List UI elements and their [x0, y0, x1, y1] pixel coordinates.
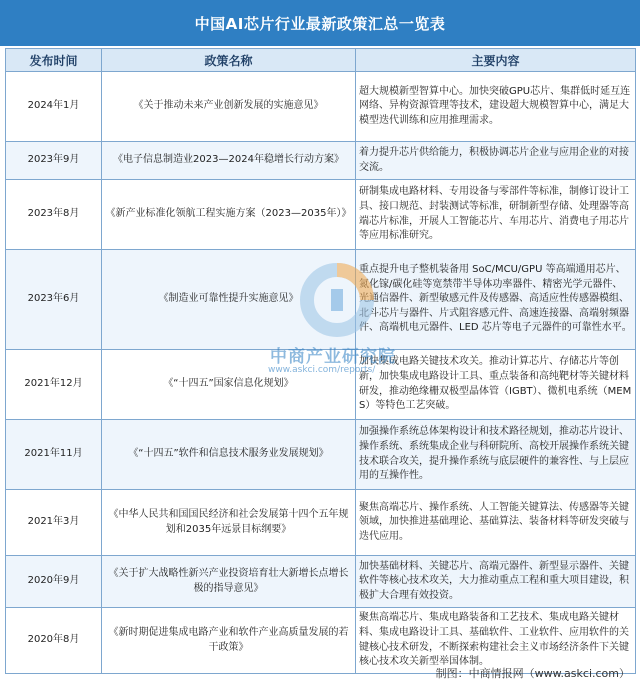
row-content: 加强操作系统总体架构设计和技术路径规划，推动芯片设计、操作系统、系统集成企业与科研院所、高校开展操作系统关键技术联合攻关，提升操作系统与底层硬件的兼容性、与上层应用的互操作性。: [356, 420, 636, 490]
row-date: 2021年11月: [6, 420, 102, 490]
row-date: 2021年3月: [6, 490, 102, 556]
row-content: 加快基础材料、关键芯片、高端元器件、新型显示器件、关键软件等核心技术攻关，大力推动重点工程和重大项目建设，积极扩大合理有效投资。: [356, 556, 636, 608]
table-row: [6, 420, 636, 490]
policy-table: [5, 48, 636, 674]
row-date: 2021年12月: [6, 350, 102, 420]
row-policy-name: 《新时期促进集成电路产业和软件产业高质量发展的若干政策》: [102, 608, 356, 674]
table-row: [6, 250, 636, 350]
table-header-row: [6, 49, 636, 72]
row-date: 2020年9月: [6, 556, 102, 608]
row-content: 聚焦高端芯片、集成电路装备和工艺技术、集成电路关键材料、集成电路设计工具、基础软件、工业软件、应用软件的关键核心技术研发，不断探索构建社会主义市场经济条件下关键核心技术攻关新型举国体制。: [356, 608, 636, 674]
table-row: [6, 180, 636, 250]
row-policy-name: 《中华人民共和国国民经济和社会发展第十四个五年规划和2035年远景目标纲要》: [102, 490, 356, 556]
table-row: [6, 142, 636, 180]
row-policy-name: 《“十四五”国家信息化规划》: [102, 350, 356, 420]
row-policy-name: 《电子信息制造业2023—2024年稳增长行动方案》: [102, 142, 356, 180]
row-policy-name: 《“十四五”软件和信息技术服务业发展规划》: [102, 420, 356, 490]
table-row: [6, 490, 636, 556]
row-date: 2023年9月: [6, 142, 102, 180]
table-row: [6, 608, 636, 674]
table-row: [6, 556, 636, 608]
row-content: 研制集成电路材料、专用设备与零部件等标准，制修订设计工具、接口规范、封装测试等标准，研制新型存储、处理器等高端芯片标准，开展人工智能芯片、车用芯片、消费电子用芯片等应用标准研究。: [356, 180, 636, 250]
row-policy-name: 《关于扩大战略性新兴产业投资培育壮大新增长点增长极的指导意见》: [102, 556, 356, 608]
row-date: 2020年8月: [6, 608, 102, 674]
watermark-text: 中商产业研究院: [270, 347, 396, 367]
row-content: 重点提升电子整机装备用 SoC/MCU/GPU 等高端通用芯片、氮化镓/碳化硅等宽禁带半导体功率器件、精密光学元器件、光通信器件、新型敏感元件及传感器、高适应性传感器模组、北斗芯片与器件、片式阻容感元件、高速连接器、高端射频器件、高端机电元器件、LED 芯片等电子元器件的可靠性水平。: [356, 250, 636, 350]
row-date: 2023年6月: [6, 250, 102, 350]
header-date: 发布时间: [6, 49, 102, 72]
table-row: [6, 350, 636, 420]
source-footer: 制图：中商情报网（www.askci.com）: [435, 667, 630, 680]
row-content: 聚焦高端芯片、操作系统、人工智能关键算法、传感器等关键领域，加快推进基础理论、基础算法、装备材料等研发突破与迭代应用。: [356, 490, 636, 556]
header-policy-name: 政策名称: [102, 49, 356, 72]
row-content: 着力提升芯片供给能力，积极协调芯片企业与应用企业的对接交流。: [356, 142, 636, 180]
row-policy-name: 《关于推动未来产业创新发展的实施意见》: [102, 72, 356, 142]
page-title: 中国AI芯片行业最新政策汇总一览表: [0, 0, 640, 46]
row-date: 2023年8月: [6, 180, 102, 250]
row-policy-name: 《新产业标准化领航工程实施方案（2023—2035年）》: [102, 180, 356, 250]
row-content: 加快集成电路关键技术攻关。推动计算芯片、存储芯片等创新，加快集成电路设计工具、重点装备和高纯靶材等关键材料研发，推动绝缘栅双极型晶体管（IGBT）、微机电系统（MEMS）等特色工艺突破。: [356, 350, 636, 420]
row-date: 2024年1月: [6, 72, 102, 142]
watermark-url: www.askci.com/reports/: [268, 365, 376, 375]
table-row: [6, 72, 636, 142]
row-policy-name: 《制造业可靠性提升实施意见》: [102, 250, 356, 350]
header-main-content: 主要内容: [356, 49, 636, 72]
row-content: 超大规模新型智算中心。加快突破GPU芯片、集群低时延互连网络、异构资源管理等技术，建设超大规模智算中心，满足大模型迭代训练和应用推理需求。: [356, 72, 636, 142]
